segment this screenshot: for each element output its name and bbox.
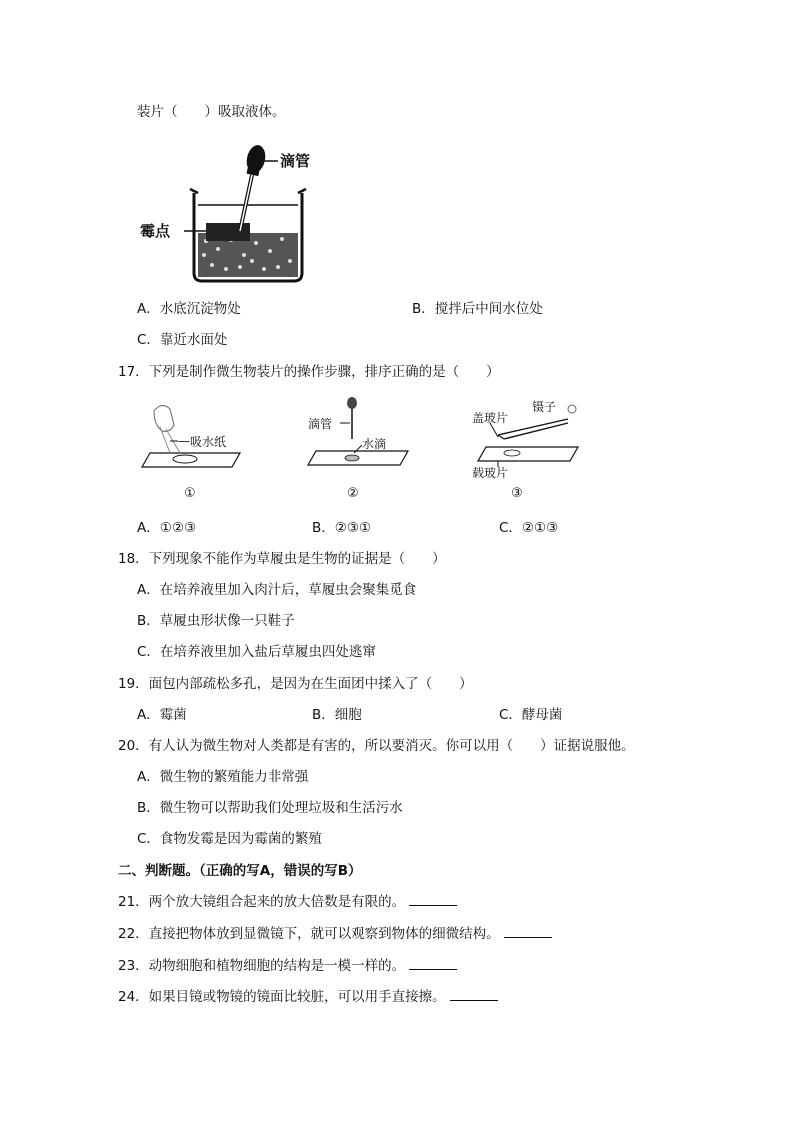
section-2-title: 二、判断题。（正确的写A，错误的写B） [118,863,362,879]
q17-option-a: A．①②③ [137,520,197,536]
q19-stem: 19．面包内部疏松多孔，是因为在生面团中揉入了（ ） [118,676,473,692]
judgment-21-text: 21．两个放大镜组合起来的放大倍数是有限的。 [118,894,406,910]
fig1-number: ① [184,486,196,501]
q17-figure-3 [468,395,588,505]
q20-option-c: C．食物发霉是因为霉菌的繁殖 [137,831,322,847]
q18-option-a: A．在培养液里加入肉汁后，草履虫会聚集觅食 [137,582,417,598]
q20-stem: 20．有人认为微生物对人类都是有害的，所以要消灭。你可以用（ ）证据说服他。 [118,738,635,754]
slide-label: 载玻片 [472,466,509,480]
q19-option-c: C．酵母菌 [499,707,563,723]
q18-option-c: C．在培养液里加入盐后草履虫四处逃窜 [137,644,376,660]
q17-figure-1 [140,395,250,505]
answer-blank-24 [450,988,498,1001]
judgment-24 [118,988,498,1006]
water-drop-label: 水滴 [362,437,387,451]
blotting-paper-label: 吸水纸 [190,435,227,449]
beaker-figure [136,145,336,285]
judgment-24-text: 24．如果目镜或物镜的镜面比较脏，可以用手直接擦。 [118,989,446,1005]
answer-blank-21 [409,893,457,906]
tweezers-label: 镊子 [532,400,557,414]
q20-option-a: A．微生物的繁殖能力非常强 [137,769,309,785]
answer-blank-22 [504,925,552,938]
q17-stem: 17．下列是制作微生物装片的操作步骤，排序正确的是（ ） [118,364,500,380]
q19-option-a: A．霉菌 [137,707,187,723]
judgment-22-text: 22．直接把物体放到显微镜下，就可以观察到物体的细微结构。 [118,926,500,942]
judgment-23-text: 23．动物细胞和植物细胞的结构是一模一样的。 [118,958,406,974]
dropper-label-2: 滴管 [308,417,333,431]
q16-option-c: C．靠近水面处 [137,332,228,348]
q16-stem-tail: 装片（ ）吸取液体。 [137,104,286,120]
mold-label: 霉点 [140,222,171,240]
judgment-22 [118,925,552,943]
q17-option-c: C．②①③ [499,520,559,536]
q18-stem: 18．下列现象不能作为草履虫是生物的证据是（ ） [118,551,446,567]
q20-option-b: B．微生物可以帮助我们处理垃圾和生活污水 [137,800,403,816]
q19-option-b: B．细胞 [312,707,362,723]
dropper-label: 滴管 [280,152,311,170]
q18-option-b: B．草履虫形状像一只鞋子 [137,613,295,629]
q17-figure-2 [300,395,420,505]
fig3-number: ③ [511,486,523,501]
judgment-23 [118,957,457,975]
q17-option-b: B．②③① [312,520,372,536]
svg-text:—: — [178,434,190,448]
q16-option-a: A．水底沉淀物处 [137,301,241,317]
judgment-21 [118,893,457,911]
fig2-number: ② [347,486,359,501]
cover-slip-label: 盖玻片 [472,411,509,425]
answer-blank-23 [409,957,457,970]
q16-option-b: B．搅拌后中间水位处 [412,301,543,317]
